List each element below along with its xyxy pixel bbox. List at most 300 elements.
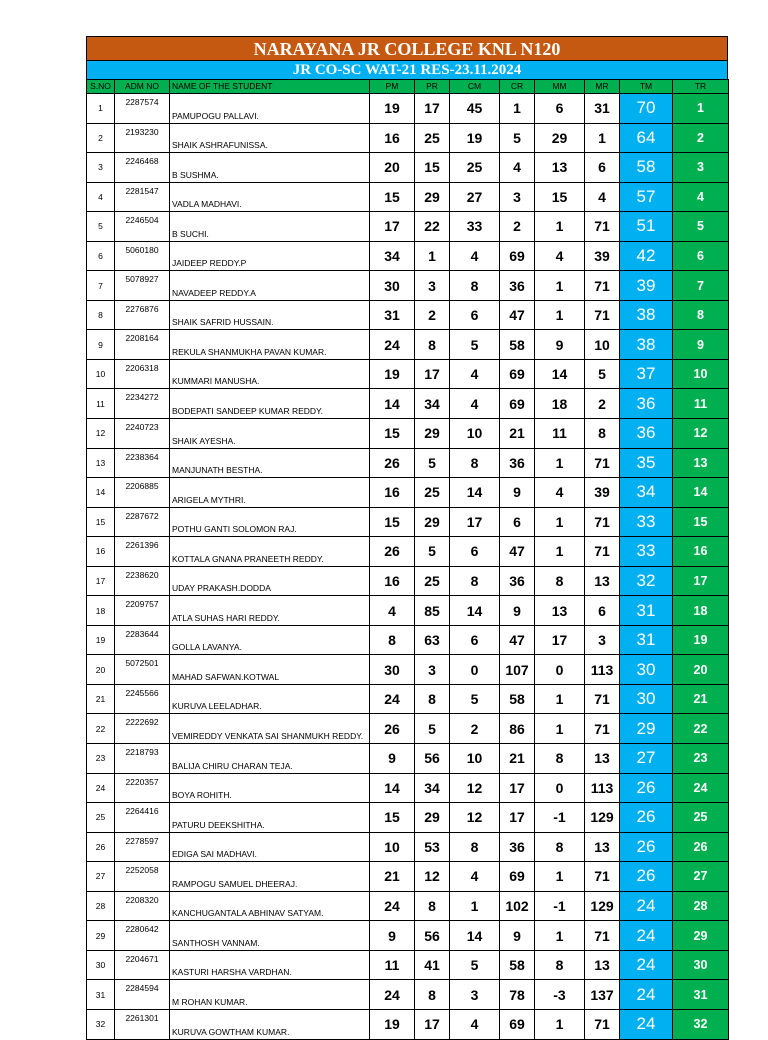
cell-tr: 18 bbox=[673, 596, 729, 626]
table-row bbox=[87, 862, 729, 892]
cell-mr: 71 bbox=[585, 862, 620, 892]
col-header-pr: PR bbox=[415, 80, 450, 94]
cell-sno: 27 bbox=[87, 862, 115, 892]
table-row bbox=[87, 566, 729, 596]
college-title: NARAYANA JR COLLEGE KNL N120 bbox=[86, 36, 728, 60]
cell-sno: 6 bbox=[87, 241, 115, 271]
cell-tm: 24 bbox=[620, 1009, 673, 1039]
cell-mr: 13 bbox=[585, 950, 620, 980]
table-row bbox=[87, 980, 729, 1010]
cell-pr: 25 bbox=[415, 123, 450, 153]
cell-cr: 47 bbox=[500, 537, 535, 567]
cell-mm: 8 bbox=[535, 744, 585, 774]
cell-cm: 8 bbox=[450, 832, 500, 862]
cell-student-name: VEMIREDDY VENKATA SAI SHANMUKH REDDY. bbox=[170, 714, 370, 744]
table-row bbox=[87, 714, 729, 744]
cell-mr: 39 bbox=[585, 478, 620, 508]
cell-pm: 14 bbox=[370, 773, 415, 803]
cell-pr: 56 bbox=[415, 921, 450, 951]
table-row bbox=[87, 625, 729, 655]
cell-tr: 6 bbox=[673, 241, 729, 271]
cell-tm: 70 bbox=[620, 94, 673, 124]
cell-sno: 10 bbox=[87, 359, 115, 389]
cell-mr: 39 bbox=[585, 241, 620, 271]
col-header-tm: TM bbox=[620, 80, 673, 94]
cell-mr: 13 bbox=[585, 566, 620, 596]
cell-pm: 19 bbox=[370, 1009, 415, 1039]
cell-tr: 13 bbox=[673, 448, 729, 478]
cell-sno: 28 bbox=[87, 891, 115, 921]
cell-student-name: PAMUPOGU PALLAVI. bbox=[170, 94, 370, 124]
cell-pr: 5 bbox=[415, 714, 450, 744]
table-row bbox=[87, 744, 729, 774]
cell-sno: 30 bbox=[87, 950, 115, 980]
cell-mm: 1 bbox=[535, 537, 585, 567]
cell-pm: 19 bbox=[370, 359, 415, 389]
cell-cr: 102 bbox=[500, 891, 535, 921]
cell-adm-no: 2246468 bbox=[115, 153, 170, 183]
cell-tm: 29 bbox=[620, 714, 673, 744]
cell-pm: 16 bbox=[370, 478, 415, 508]
cell-sno: 14 bbox=[87, 478, 115, 508]
cell-adm-no: 2208320 bbox=[115, 891, 170, 921]
cell-cr: 21 bbox=[500, 419, 535, 449]
col-header-pm: PM bbox=[370, 80, 415, 94]
cell-pm: 26 bbox=[370, 448, 415, 478]
cell-student-name: RAMPOGU SAMUEL DHEERAJ. bbox=[170, 862, 370, 892]
cell-tm: 33 bbox=[620, 537, 673, 567]
cell-sno: 1 bbox=[87, 94, 115, 124]
cell-mr: 2 bbox=[585, 389, 620, 419]
cell-student-name: SHAIK ASHRAFUNISSA. bbox=[170, 123, 370, 153]
cell-cr: 4 bbox=[500, 153, 535, 183]
cell-tr: 30 bbox=[673, 950, 729, 980]
cell-mm: 14 bbox=[535, 359, 585, 389]
cell-student-name: SHAIK SAFRID HUSSAIN. bbox=[170, 300, 370, 330]
cell-pm: 16 bbox=[370, 566, 415, 596]
cell-cm: 2 bbox=[450, 714, 500, 744]
cell-student-name: KOTTALA GNANA PRANEETH REDDY. bbox=[170, 537, 370, 567]
cell-sno: 19 bbox=[87, 625, 115, 655]
cell-mr: 3 bbox=[585, 625, 620, 655]
cell-pr: 53 bbox=[415, 832, 450, 862]
cell-tr: 3 bbox=[673, 153, 729, 183]
cell-sno: 20 bbox=[87, 655, 115, 685]
cell-pr: 56 bbox=[415, 744, 450, 774]
cell-tr: 25 bbox=[673, 803, 729, 833]
col-header-adm-no: ADM NO bbox=[115, 80, 170, 94]
cell-mm: 1 bbox=[535, 212, 585, 242]
cell-student-name: KUMMARI MANUSHA. bbox=[170, 359, 370, 389]
cell-tr: 7 bbox=[673, 271, 729, 301]
cell-tr: 27 bbox=[673, 862, 729, 892]
cell-sno: 29 bbox=[87, 921, 115, 951]
table-row bbox=[87, 921, 729, 951]
cell-adm-no: 2234272 bbox=[115, 389, 170, 419]
cell-cr: 58 bbox=[500, 330, 535, 360]
cell-sno: 15 bbox=[87, 507, 115, 537]
cell-cm: 14 bbox=[450, 478, 500, 508]
cell-cr: 47 bbox=[500, 625, 535, 655]
cell-tm: 42 bbox=[620, 241, 673, 271]
table-row bbox=[87, 478, 729, 508]
cell-pr: 29 bbox=[415, 419, 450, 449]
cell-pm: 24 bbox=[370, 684, 415, 714]
cell-sno: 11 bbox=[87, 389, 115, 419]
results-body bbox=[87, 94, 729, 1040]
cell-mm: 11 bbox=[535, 419, 585, 449]
cell-tm: 24 bbox=[620, 891, 673, 921]
cell-mr: 71 bbox=[585, 684, 620, 714]
cell-adm-no: 2222692 bbox=[115, 714, 170, 744]
table-row bbox=[87, 182, 729, 212]
cell-tr: 15 bbox=[673, 507, 729, 537]
cell-cm: 27 bbox=[450, 182, 500, 212]
cell-pm: 15 bbox=[370, 419, 415, 449]
cell-cr: 36 bbox=[500, 566, 535, 596]
cell-cr: 9 bbox=[500, 921, 535, 951]
cell-mr: 10 bbox=[585, 330, 620, 360]
cell-tr: 21 bbox=[673, 684, 729, 714]
cell-pr: 8 bbox=[415, 330, 450, 360]
cell-tr: 4 bbox=[673, 182, 729, 212]
cell-cm: 8 bbox=[450, 566, 500, 596]
cell-cm: 0 bbox=[450, 655, 500, 685]
cell-student-name: KURUVA LEELADHAR. bbox=[170, 684, 370, 714]
cell-cm: 8 bbox=[450, 448, 500, 478]
cell-mr: 6 bbox=[585, 596, 620, 626]
table-row bbox=[87, 359, 729, 389]
cell-mr: 1 bbox=[585, 123, 620, 153]
cell-mr: 13 bbox=[585, 832, 620, 862]
cell-sno: 25 bbox=[87, 803, 115, 833]
cell-cm: 14 bbox=[450, 921, 500, 951]
cell-pm: 21 bbox=[370, 862, 415, 892]
cell-adm-no: 2280642 bbox=[115, 921, 170, 951]
table-row bbox=[87, 212, 729, 242]
cell-tm: 24 bbox=[620, 921, 673, 951]
cell-cr: 9 bbox=[500, 596, 535, 626]
cell-cm: 10 bbox=[450, 744, 500, 774]
table-row bbox=[87, 448, 729, 478]
cell-tm: 57 bbox=[620, 182, 673, 212]
cell-sno: 23 bbox=[87, 744, 115, 774]
cell-cm: 17 bbox=[450, 507, 500, 537]
cell-adm-no: 2206318 bbox=[115, 359, 170, 389]
cell-pr: 2 bbox=[415, 300, 450, 330]
cell-mr: 71 bbox=[585, 507, 620, 537]
cell-mm: 18 bbox=[535, 389, 585, 419]
cell-mm: 0 bbox=[535, 773, 585, 803]
cell-pr: 25 bbox=[415, 478, 450, 508]
cell-student-name: POTHU GANTI SOLOMON RAJ. bbox=[170, 507, 370, 537]
cell-mm: 13 bbox=[535, 596, 585, 626]
cell-cm: 4 bbox=[450, 359, 500, 389]
cell-pm: 17 bbox=[370, 212, 415, 242]
cell-sno: 32 bbox=[87, 1009, 115, 1039]
cell-pr: 29 bbox=[415, 182, 450, 212]
cell-tm: 24 bbox=[620, 950, 673, 980]
cell-sno: 31 bbox=[87, 980, 115, 1010]
cell-student-name: B SUCHI. bbox=[170, 212, 370, 242]
cell-tm: 36 bbox=[620, 419, 673, 449]
cell-adm-no: 2246504 bbox=[115, 212, 170, 242]
col-header-name: NAME OF THE STUDENT bbox=[170, 80, 370, 94]
cell-cm: 1 bbox=[450, 891, 500, 921]
cell-cm: 12 bbox=[450, 803, 500, 833]
cell-pm: 30 bbox=[370, 271, 415, 301]
cell-cr: 86 bbox=[500, 714, 535, 744]
cell-sno: 26 bbox=[87, 832, 115, 862]
cell-tm: 26 bbox=[620, 862, 673, 892]
cell-student-name: SANTHOSH VANNAM. bbox=[170, 921, 370, 951]
cell-tr: 14 bbox=[673, 478, 729, 508]
cell-tm: 38 bbox=[620, 330, 673, 360]
results-sheet bbox=[86, 36, 728, 1040]
cell-pm: 24 bbox=[370, 980, 415, 1010]
table-row bbox=[87, 891, 729, 921]
cell-adm-no: 2276876 bbox=[115, 300, 170, 330]
cell-tm: 26 bbox=[620, 803, 673, 833]
table-row bbox=[87, 271, 729, 301]
cell-adm-no: 2206885 bbox=[115, 478, 170, 508]
cell-cr: 17 bbox=[500, 803, 535, 833]
cell-pm: 9 bbox=[370, 744, 415, 774]
cell-pm: 8 bbox=[370, 625, 415, 655]
cell-mr: 8 bbox=[585, 419, 620, 449]
cell-cm: 8 bbox=[450, 271, 500, 301]
cell-pm: 15 bbox=[370, 507, 415, 537]
col-header-sno: S.NO bbox=[87, 80, 115, 94]
cell-cr: 36 bbox=[500, 832, 535, 862]
cell-mm: 1 bbox=[535, 448, 585, 478]
cell-tm: 39 bbox=[620, 271, 673, 301]
cell-tm: 30 bbox=[620, 655, 673, 685]
col-header-cr: CR bbox=[500, 80, 535, 94]
cell-student-name: ATLA SUHAS HARI REDDY. bbox=[170, 596, 370, 626]
cell-tr: 2 bbox=[673, 123, 729, 153]
table-row bbox=[87, 123, 729, 153]
table-row bbox=[87, 537, 729, 567]
cell-cr: 69 bbox=[500, 241, 535, 271]
cell-tm: 36 bbox=[620, 389, 673, 419]
cell-tm: 26 bbox=[620, 832, 673, 862]
cell-adm-no: 2193230 bbox=[115, 123, 170, 153]
cell-pm: 10 bbox=[370, 832, 415, 862]
cell-student-name: KANCHUGANTALA ABHINAV SATYAM. bbox=[170, 891, 370, 921]
cell-cr: 58 bbox=[500, 684, 535, 714]
cell-cm: 6 bbox=[450, 300, 500, 330]
cell-cr: 17 bbox=[500, 773, 535, 803]
cell-cr: 69 bbox=[500, 389, 535, 419]
cell-adm-no: 5078927 bbox=[115, 271, 170, 301]
cell-adm-no: 2208164 bbox=[115, 330, 170, 360]
cell-mm: 1 bbox=[535, 921, 585, 951]
cell-tm: 64 bbox=[620, 123, 673, 153]
cell-pr: 17 bbox=[415, 94, 450, 124]
cell-mr: 71 bbox=[585, 714, 620, 744]
cell-cm: 4 bbox=[450, 241, 500, 271]
cell-adm-no: 2220357 bbox=[115, 773, 170, 803]
cell-student-name: MAHAD SAFWAN.KOTWAL bbox=[170, 655, 370, 685]
cell-pm: 26 bbox=[370, 537, 415, 567]
cell-adm-no: 2218793 bbox=[115, 744, 170, 774]
cell-sno: 12 bbox=[87, 419, 115, 449]
cell-pm: 20 bbox=[370, 153, 415, 183]
cell-mm: 1 bbox=[535, 714, 585, 744]
cell-pm: 16 bbox=[370, 123, 415, 153]
cell-cr: 78 bbox=[500, 980, 535, 1010]
cell-mm: 29 bbox=[535, 123, 585, 153]
cell-mm: 1 bbox=[535, 271, 585, 301]
cell-tr: 16 bbox=[673, 537, 729, 567]
cell-adm-no: 2238364 bbox=[115, 448, 170, 478]
cell-cr: 58 bbox=[500, 950, 535, 980]
cell-tm: 37 bbox=[620, 359, 673, 389]
cell-adm-no: 2278597 bbox=[115, 832, 170, 862]
col-header-tr: TR bbox=[673, 80, 729, 94]
cell-cr: 6 bbox=[500, 507, 535, 537]
cell-cm: 6 bbox=[450, 625, 500, 655]
table-row bbox=[87, 94, 729, 124]
cell-adm-no: 2264416 bbox=[115, 803, 170, 833]
cell-mm: -1 bbox=[535, 891, 585, 921]
cell-adm-no: 2261396 bbox=[115, 537, 170, 567]
cell-mm: 1 bbox=[535, 684, 585, 714]
cell-mr: 113 bbox=[585, 655, 620, 685]
table-row bbox=[87, 596, 729, 626]
cell-pr: 3 bbox=[415, 271, 450, 301]
cell-pr: 85 bbox=[415, 596, 450, 626]
cell-pm: 26 bbox=[370, 714, 415, 744]
cell-mm: 13 bbox=[535, 153, 585, 183]
cell-student-name: SHAIK AYESHA. bbox=[170, 419, 370, 449]
cell-student-name: BOYA ROHITH. bbox=[170, 773, 370, 803]
cell-tm: 58 bbox=[620, 153, 673, 183]
cell-pr: 12 bbox=[415, 862, 450, 892]
cell-sno: 24 bbox=[87, 773, 115, 803]
table-row bbox=[87, 1009, 729, 1039]
cell-pm: 15 bbox=[370, 803, 415, 833]
cell-pr: 17 bbox=[415, 359, 450, 389]
cell-pr: 34 bbox=[415, 773, 450, 803]
cell-adm-no: 5060180 bbox=[115, 241, 170, 271]
col-header-mm: MM bbox=[535, 80, 585, 94]
cell-adm-no: 2240723 bbox=[115, 419, 170, 449]
cell-tr: 26 bbox=[673, 832, 729, 862]
cell-mr: 71 bbox=[585, 271, 620, 301]
cell-pr: 25 bbox=[415, 566, 450, 596]
cell-cr: 1 bbox=[500, 94, 535, 124]
cell-mr: 137 bbox=[585, 980, 620, 1010]
cell-pr: 8 bbox=[415, 684, 450, 714]
cell-adm-no: 2252058 bbox=[115, 862, 170, 892]
cell-tm: 24 bbox=[620, 980, 673, 1010]
cell-cm: 5 bbox=[450, 950, 500, 980]
cell-pr: 5 bbox=[415, 537, 450, 567]
cell-pm: 24 bbox=[370, 330, 415, 360]
cell-mr: 71 bbox=[585, 212, 620, 242]
cell-tm: 51 bbox=[620, 212, 673, 242]
cell-tm: 31 bbox=[620, 625, 673, 655]
cell-mm: 1 bbox=[535, 300, 585, 330]
cell-student-name: NAVADEEP REDDY.A bbox=[170, 271, 370, 301]
cell-student-name: BALIJA CHIRU CHARAN TEJA. bbox=[170, 744, 370, 774]
cell-cm: 25 bbox=[450, 153, 500, 183]
cell-mm: 6 bbox=[535, 94, 585, 124]
cell-pr: 22 bbox=[415, 212, 450, 242]
table-row bbox=[87, 832, 729, 862]
cell-mm: 8 bbox=[535, 950, 585, 980]
col-header-cm: CM bbox=[450, 80, 500, 94]
cell-mr: 31 bbox=[585, 94, 620, 124]
cell-sno: 22 bbox=[87, 714, 115, 744]
cell-mr: 71 bbox=[585, 1009, 620, 1039]
cell-sno: 2 bbox=[87, 123, 115, 153]
cell-cr: 69 bbox=[500, 1009, 535, 1039]
cell-student-name: BODEPATI SANDEEP KUMAR REDDY. bbox=[170, 389, 370, 419]
cell-cm: 4 bbox=[450, 1009, 500, 1039]
cell-pr: 15 bbox=[415, 153, 450, 183]
cell-tr: 24 bbox=[673, 773, 729, 803]
cell-adm-no: 2283644 bbox=[115, 625, 170, 655]
cell-mr: 71 bbox=[585, 537, 620, 567]
cell-student-name: EDIGA SAI MADHAVI. bbox=[170, 832, 370, 862]
cell-tr: 31 bbox=[673, 980, 729, 1010]
cell-sno: 3 bbox=[87, 153, 115, 183]
cell-cr: 3 bbox=[500, 182, 535, 212]
cell-adm-no: 2245566 bbox=[115, 684, 170, 714]
cell-mr: 129 bbox=[585, 803, 620, 833]
cell-student-name: ARIGELA MYTHRI. bbox=[170, 478, 370, 508]
cell-tm: 38 bbox=[620, 300, 673, 330]
cell-mm: -3 bbox=[535, 980, 585, 1010]
cell-student-name: MANJUNATH BESTHA. bbox=[170, 448, 370, 478]
cell-sno: 16 bbox=[87, 537, 115, 567]
col-header-mr: MR bbox=[585, 80, 620, 94]
cell-tr: 17 bbox=[673, 566, 729, 596]
cell-mm: 0 bbox=[535, 655, 585, 685]
cell-mm: 8 bbox=[535, 832, 585, 862]
cell-adm-no: 2238620 bbox=[115, 566, 170, 596]
cell-mr: 129 bbox=[585, 891, 620, 921]
results-table bbox=[86, 79, 729, 1040]
cell-pr: 5 bbox=[415, 448, 450, 478]
cell-cr: 47 bbox=[500, 300, 535, 330]
cell-pm: 24 bbox=[370, 891, 415, 921]
cell-tr: 28 bbox=[673, 891, 729, 921]
cell-pm: 14 bbox=[370, 389, 415, 419]
cell-pr: 17 bbox=[415, 1009, 450, 1039]
cell-mr: 71 bbox=[585, 448, 620, 478]
table-row bbox=[87, 300, 729, 330]
cell-cm: 14 bbox=[450, 596, 500, 626]
table-row bbox=[87, 950, 729, 980]
cell-sno: 7 bbox=[87, 271, 115, 301]
table-row bbox=[87, 684, 729, 714]
table-row bbox=[87, 153, 729, 183]
cell-mm: 1 bbox=[535, 507, 585, 537]
cell-student-name: UDAY PRAKASH.DODDA bbox=[170, 566, 370, 596]
cell-adm-no: 2287574 bbox=[115, 94, 170, 124]
cell-sno: 5 bbox=[87, 212, 115, 242]
cell-pm: 19 bbox=[370, 94, 415, 124]
cell-tr: 12 bbox=[673, 419, 729, 449]
cell-mr: 5 bbox=[585, 359, 620, 389]
cell-pm: 31 bbox=[370, 300, 415, 330]
cell-student-name: KASTURI HARSHA VARDHAN. bbox=[170, 950, 370, 980]
cell-pr: 41 bbox=[415, 950, 450, 980]
